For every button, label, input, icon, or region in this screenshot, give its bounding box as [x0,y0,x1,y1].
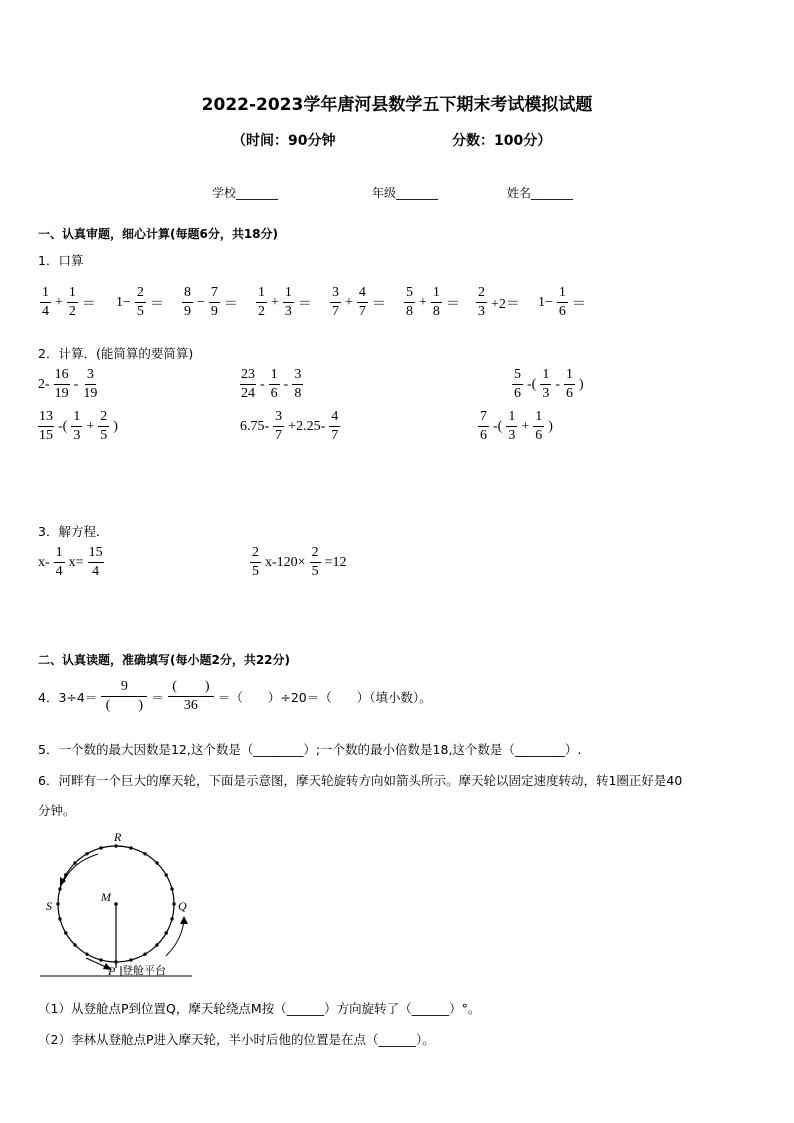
wheel-cabin [85,852,88,855]
q2-expr-3: $\frac{5}{6}$ -( $\frac{1}{3}$ - $\frac{1}{6}$ ) [514,367,584,401]
q6-sub-question-2: （2）李林从登舱点P进入摩天轮，半小时后他的位置是在点（______）。 [38,1032,435,1047]
wheel-cabin [56,902,59,905]
q2-expr-5: 6.75- $\frac{3}{7}$ +2.25- $\frac{4}{7}$ [240,409,339,443]
q1-item-8: 1− $\frac{1}{6}$ ＝ [538,285,586,319]
arrowhead-right-icon [180,916,188,924]
q5-question: 5．一个数的最大因数是12,这个数是（________）;一个数的最小倍数是18,这个数是（________）. [38,742,582,757]
section-2-heading: 二、认真读题，准确填写(每小题2分，共22分) [38,653,291,667]
q2-expr-4: $\frac{13}{15}$ -( $\frac{1}{3}$ + $\frac{2}{5}$ ) [39,409,118,443]
rotation-arrow-right-icon [166,920,184,956]
q6-question-line1: 6．河畔有一个巨大的摩天轮，下面是示意图，摩天轮旋转方向如箭头所示。摩天轮以固定速度转动，转1圈正好是40 [38,773,683,788]
wheel-cabin [58,917,61,920]
wheel-cabin [170,917,173,920]
q3-label: 3．解方程． [38,524,109,539]
wheel-cabin [73,943,76,946]
label-Q: Q [178,899,187,913]
wheel-cabin [165,931,168,934]
q1-item-3: $\frac{8}{9}$ − $\frac{7}{9}$ ＝ [184,285,238,319]
wheel-cabin [129,958,132,961]
q1-item-5: $\frac{3}{7}$ + $\frac{4}{7}$ ＝ [332,285,386,319]
wheel-cabin [73,861,76,864]
section-1-heading: 一、认真审题，细心计算(每题6分，共18分) [38,227,279,241]
wheel-cabin [64,931,67,934]
wheel-cabin [155,861,158,864]
wheel-cabin [85,953,88,956]
q2-expr-2: $\frac{23}{24}$ - $\frac{1}{6}$ - $\frac{3}{8}$ [241,367,302,401]
wheel-cabin [170,887,173,890]
q2-expr-6: $\frac{7}{6}$ -( $\frac{1}{3}$ + $\frac{1}{6}$ ) [480,409,553,443]
wheel-cabin [114,844,117,847]
ferris-wheel-diagram [36,826,206,984]
q1-label: 1．口算 [38,253,84,268]
label-P: P [108,964,116,978]
q2-expr-1: 2- $\frac{16}{19}$ - $\frac{3}{19}$ [38,367,98,401]
grade-field[interactable]: 年级_______ [372,186,439,200]
q1-item-2: 1− $\frac{2}{5}$ ＝ [116,285,164,319]
label-M: M [101,890,111,904]
q2-label: 2．计算．(能简算的要简算) [38,346,194,361]
q1-item-7: $\frac{2}{3}$ +2＝ [478,285,520,319]
wheel-cabin [155,943,158,946]
center-point [114,902,118,906]
platform-label: 登舱平台 [122,964,166,977]
wheel-cabin [172,902,175,905]
q1-item-4: $\frac{1}{2}$ + $\frac{1}{3}$ ＝ [258,285,312,319]
page-title: 2022-2023学年唐河县数学五下期末考试模拟试题 [201,95,593,115]
wheel-cabin [99,846,102,849]
wheel-cabin [99,958,102,961]
wheel-cabin [143,852,146,855]
q4-question: 4．3÷4＝ $\frac{9}{( )}$ ＝ $\frac{( )}{36}$ ＝（ ）÷20＝（ ）（填小数）。 [38,679,432,713]
wheel-cabin [165,873,168,876]
name-field[interactable]: 姓名_______ [507,186,574,200]
q1-item-1: $\frac{1}{4}$ + $\frac{1}{2}$ ＝ [42,285,96,319]
wheel-cabin [58,887,61,890]
exam-time: （时间：90分钟 [232,133,336,149]
q1-item-6: $\frac{5}{8}$ + $\frac{1}{8}$ ＝ [406,285,460,319]
q6-sub-question-1: （1）从登舱点P到位置Q，摩天轮绕点M按（______）方向旋转了（______）°。 [38,1001,481,1016]
wheel-cabin [143,953,146,956]
label-R: R [114,830,122,844]
q3-equation-2: $\frac{2}{5}$ x-120× $\frac{2}{5}$ =12 [252,545,347,579]
q6-question-line2: 分钟。 [38,803,76,818]
wheel-cabin [129,846,132,849]
q3-equation-1: x- $\frac{1}{4}$ x= $\frac{15}{4}$ [38,545,103,579]
school-field[interactable]: 学校_______ [212,186,279,200]
exam-score: 分数：100分） [452,133,552,149]
label-S: S [46,899,52,913]
